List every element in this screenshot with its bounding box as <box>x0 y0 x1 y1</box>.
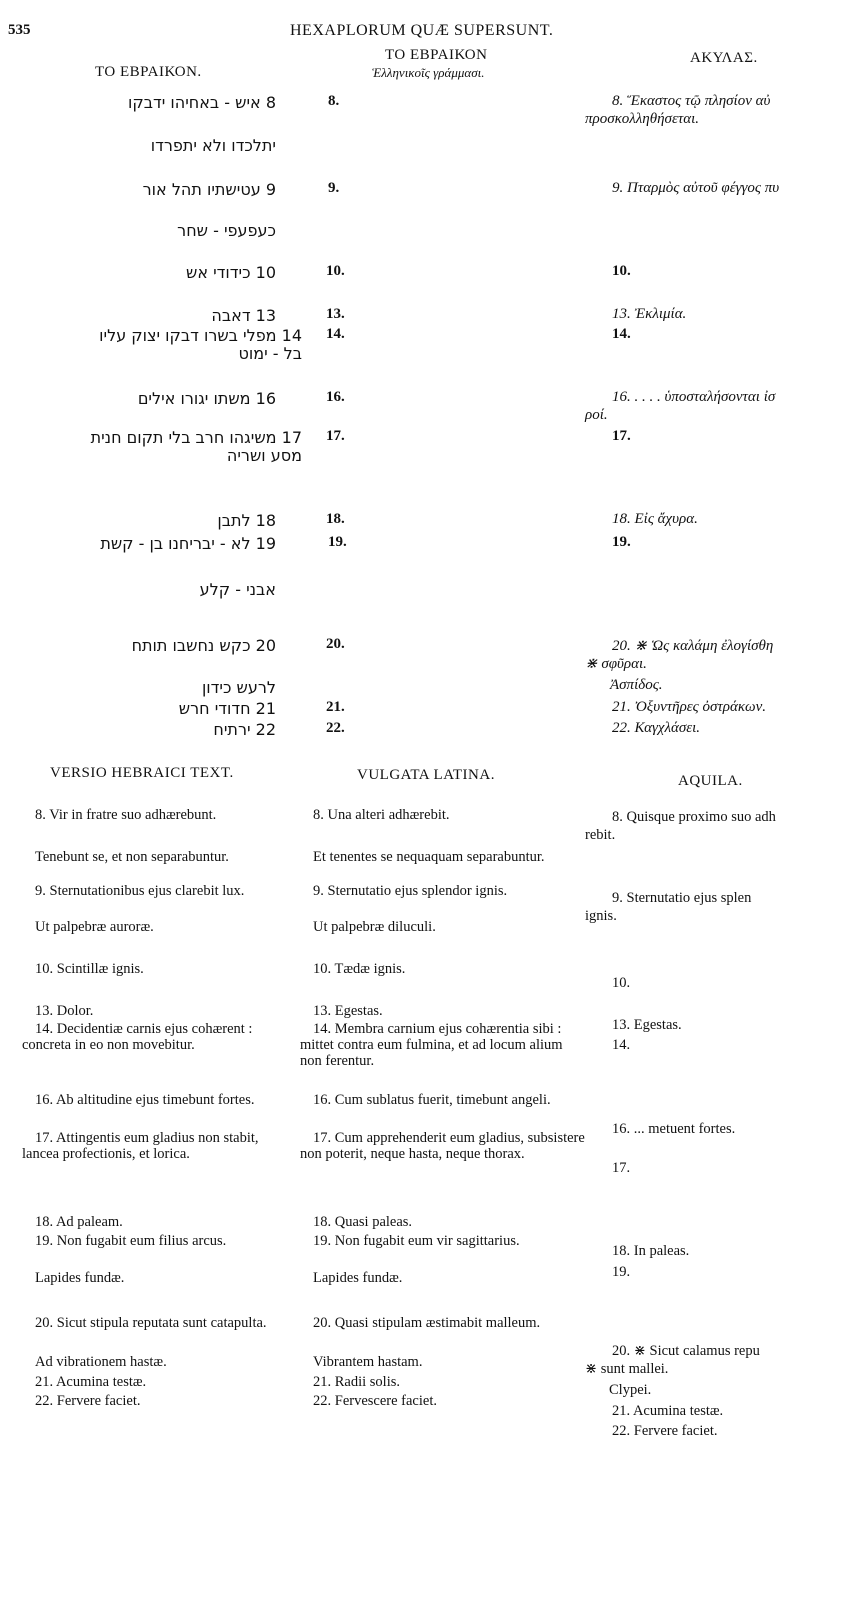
translit-verse: 20. <box>326 636 345 652</box>
vulgata-line: 19. Non fugabit eum vir sagittarius. <box>313 1233 520 1249</box>
vulgata-line: 17. Cum apprehenderit eum gladius, subsistere non poterit, neque hasta, neque thorax. <box>300 1130 585 1162</box>
aquila-latin-line: 9. Sternutatio ejus splen <box>612 890 752 906</box>
aquila-latin-line: 10. <box>612 975 631 991</box>
aquila-latin-line: 8. Quisque proximo suo adh <box>612 809 776 825</box>
versio-line: 10. Scintillæ ignis. <box>35 961 144 977</box>
aquila-latin-column-header: AQUILA. <box>678 773 743 789</box>
aquila-greek-line: 18. Εἰς ἄχυρα. <box>612 511 698 527</box>
aquila-greek-line: 17. <box>612 428 631 444</box>
hebrew-line: 10 כידודי אש <box>185 263 276 282</box>
hebrew-line: 22 ירתיח <box>213 720 276 739</box>
versio-line: 13. Dolor. <box>35 1003 94 1019</box>
vulgata-column-header: VULGATA LATINA. <box>357 767 495 783</box>
hebrew-line: 13 דאבה <box>211 306 276 325</box>
aquila-latin-line: 22. Fervere faciet. <box>612 1423 718 1439</box>
translit-column-header: ΤΟ ΕΒΡΑΙΚΟΝ <box>385 47 488 63</box>
aquila-greek-line: 21. Ὀξυντῆρες ὀστράκων. <box>612 699 767 715</box>
versio-line: 18. Ad paleam. <box>35 1214 123 1230</box>
versio-line: Lapides fundæ. <box>35 1270 125 1286</box>
hebrew-line: 16 משתו יגורו אילים <box>137 389 276 408</box>
vulgata-line: 8. Una alteri adhærebit. <box>313 807 450 823</box>
hebrew-line: 8 איש - באחיהו ידבקו <box>128 93 276 112</box>
aquila-greek-line: ροί. <box>585 407 608 423</box>
aquila-greek-line: Ἀσπίδος. <box>610 677 663 693</box>
aquila-greek-line: 8. Ἕκαστος τῷ πλησίον αὐ <box>612 93 771 109</box>
translit-verse: 9. <box>328 180 340 196</box>
vulgata-line: 22. Fervescere faciet. <box>313 1393 437 1409</box>
versio-line: 22. Fervere faciet. <box>35 1393 141 1409</box>
vulgata-line: Ut palpebræ diluculi. <box>313 919 436 935</box>
hebrew-line: יתלכדו ולא יתפרדו <box>150 136 276 155</box>
aquila-greek-line: 19. <box>612 534 631 550</box>
versio-line: 19. Non fugabit eum filius arcus. <box>35 1233 227 1249</box>
aquila-greek-line: 16. . . . . ὑποσταλήσονται ἰσ <box>612 389 776 405</box>
versio-line: 20. Sicut stipula reputata sunt catapulta. <box>35 1315 267 1331</box>
versio-line: Ad vibrationem hastæ. <box>35 1354 167 1370</box>
translit-verse: 13. <box>326 306 345 322</box>
aquila-greek-line: 22. Καγχλάσει. <box>612 720 701 736</box>
versio-line: 17. Attingentis eum gladius non stabit, lancea profectionis, et lorica. <box>22 1130 259 1162</box>
hebrew-line: 17 משיגהו חרב בלי תקום חנית <box>90 428 302 447</box>
hebrew-line: 18 לתבן <box>217 511 276 530</box>
aquila-greek-line: 14. <box>612 326 631 342</box>
hebrew-line: לרעש כידון <box>201 678 276 697</box>
hebrew-line: אבני - קלע <box>199 580 276 599</box>
aquila-greek-line: προσκολληθήσεται. <box>585 111 700 127</box>
versio-line: Ut palpebræ auroræ. <box>35 919 154 935</box>
aquila-latin-line: rebit. <box>585 827 616 843</box>
aquila-greek-line: ⋇ σφῦραι. <box>585 656 647 672</box>
vulgata-line: 21. Radii solis. <box>313 1374 401 1390</box>
vulgata-line: Lapides fundæ. <box>313 1270 403 1286</box>
vulgata-line: 18. Quasi paleas. <box>313 1214 413 1230</box>
versio-line: 14. Decidentiæ carnis ejus cohærent : concreta in eo non movebitur. <box>22 1021 253 1053</box>
hebrew-line: 19 לא - יבריחנו בן - קשת <box>100 534 276 553</box>
hebrew-line: כעפעפי - שחר <box>177 221 276 240</box>
aquila-greek-line: 20. ⋇ Ὡς καλάμη ἐλογίσθη <box>612 638 774 654</box>
aquila-latin-line: 16. ... metuent fortes. <box>612 1121 736 1137</box>
vulgata-line: 16. Cum sublatus fuerit, timebunt angeli. <box>313 1092 551 1108</box>
versio-line: 8. Vir in fratre suo adhærebunt. <box>35 807 217 823</box>
aquila-latin-line: ⋇ sunt mallei. <box>585 1361 669 1377</box>
translit-verse: 10. <box>326 263 345 279</box>
hebrew-line: בל - ימוט <box>238 344 302 363</box>
aquila-greek-line: 9. Πταρμὸς αὐτοῦ φέγγος πυ <box>612 180 780 196</box>
translit-verse: 21. <box>326 699 345 715</box>
translit-verse: 17. <box>326 428 345 444</box>
aquila-latin-line: 18. In paleas. <box>612 1243 690 1259</box>
translit-verse: 18. <box>326 511 345 527</box>
vulgata-line: 9. Sternutatio ejus splendor ignis. <box>313 883 508 899</box>
versio-line: 21. Acumina testæ. <box>35 1374 147 1390</box>
vulgata-line: 10. Tædæ ignis. <box>313 961 406 977</box>
aquila-latin-line: 17. <box>612 1160 631 1176</box>
hebrew-column-header: ΤΟ ΕΒΡΑΙΚΟΝ. <box>95 64 202 80</box>
vulgata-line: 13. Egestas. <box>313 1003 383 1019</box>
hebrew-line: 9 עטישתיו תהל אור <box>142 180 276 199</box>
versio-line: Tenebunt se, et non separabuntur. <box>35 849 229 865</box>
vulgata-line: Et tenentes se nequaquam separabuntur. <box>313 849 545 865</box>
vulgata-line: 20. Quasi stipulam æstimabit malleum. <box>313 1315 541 1331</box>
aquila-latin-line: 20. ⋇ Sicut calamus repu <box>612 1343 760 1359</box>
hebrew-line: 21 חדודי חרש <box>178 699 276 718</box>
hebrew-line: מסע ושריה <box>226 446 302 465</box>
aquila-latin-line: 21. Acumina testæ. <box>612 1403 724 1419</box>
translit-verse: 14. <box>326 326 345 342</box>
versio-column-header: VERSIO HEBRAICI TEXT. <box>50 765 234 781</box>
aquila-greek-column-header: ΑΚΥΛΑΣ. <box>690 50 758 66</box>
aquila-greek-line: 13. Ἐκλιμία. <box>612 306 687 322</box>
aquila-latin-line: 14. <box>612 1037 631 1053</box>
aquila-latin-line: 19. <box>612 1264 631 1280</box>
aquila-latin-line: Clypei. <box>609 1382 652 1398</box>
aquila-latin-line: 13. Egestas. <box>612 1017 682 1033</box>
hebrew-line: 14 מפלי בשרו דבקו יצוק עליו <box>99 326 302 345</box>
translit-verse: 8. <box>328 93 340 109</box>
aquila-latin-line: ignis. <box>585 908 617 924</box>
versio-line: 9. Sternutationibus ejus clarebit lux. <box>35 883 245 899</box>
translit-verse: 19. <box>328 534 347 550</box>
page-number: 535 <box>8 22 31 38</box>
vulgata-line: Vibrantem hastam. <box>313 1354 423 1370</box>
aquila-greek-line: 10. <box>612 263 631 279</box>
vulgata-line: 14. Membra carnium ejus cohærentia sibi : mittet contra eum fulmina, et ad locum alium non ferentur. <box>300 1021 563 1069</box>
translit-column-subheader: Ἑλληνικοῖς γράμμασι. <box>372 65 485 80</box>
translit-verse: 16. <box>326 389 345 405</box>
hebrew-line: 20 כקש נחשבו תותח <box>131 636 276 655</box>
versio-line: 16. Ab altitudine ejus timebunt fortes. <box>35 1092 255 1108</box>
translit-verse: 22. <box>326 720 345 736</box>
running-title: HEXAPLORUM QUÆ SUPERSUNT. <box>290 22 554 39</box>
